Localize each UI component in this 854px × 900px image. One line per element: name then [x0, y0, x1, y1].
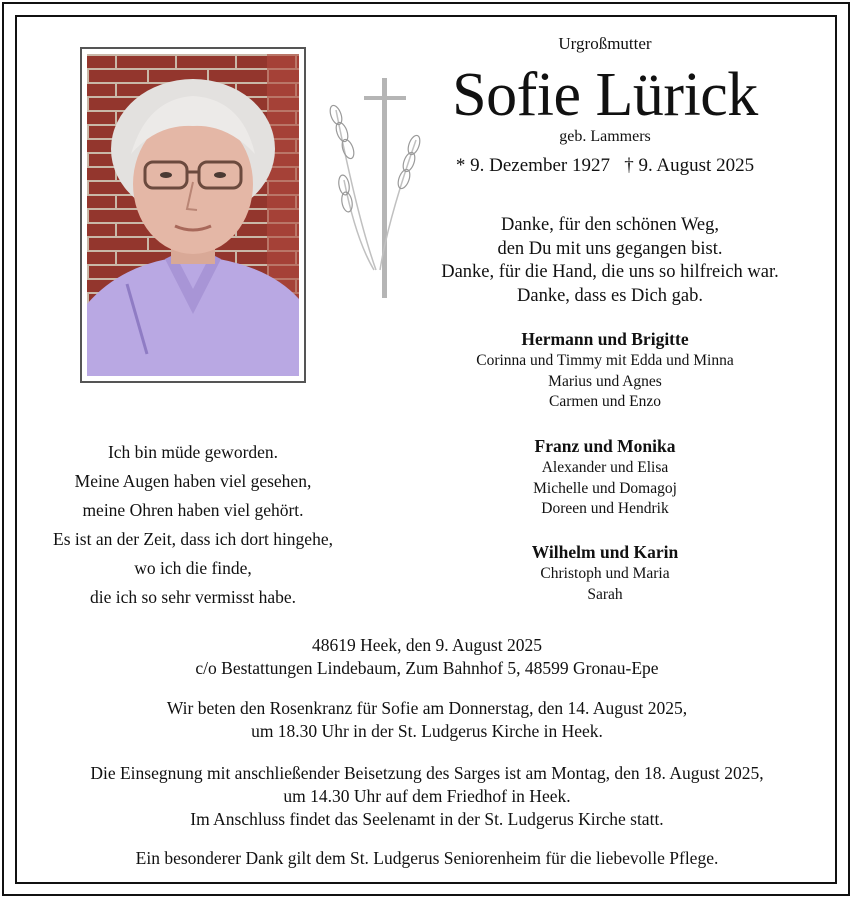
family-member: Christoph und Maria [540, 565, 670, 582]
poem-line: Es ist an der Zeit, dass ich dort hingehe, [53, 529, 333, 549]
burial-notice [20, 762, 834, 831]
deceased-name: Sofie Lürick [452, 61, 758, 129]
family-group-3 [430, 540, 780, 605]
family-head: Hermann und Brigitte [521, 329, 689, 349]
family-head: Wilhelm und Karin [531, 542, 679, 562]
portrait-illustration [87, 54, 299, 376]
portrait-photo [87, 54, 299, 376]
closing-thanks: Ein besonderer Dank gilt dem St. Ludgerus Seniorenheim für die liebevolle Pflege. [135, 848, 719, 868]
birth-name: geb. Lammers [559, 128, 651, 145]
family-member: Marius und Agnes [548, 372, 662, 390]
birth-date: * 9. Dezember 1927 [455, 155, 610, 176]
thanks-line: Danke, dass es Dich gab. [517, 285, 703, 306]
rosary-notice [20, 697, 834, 743]
thanks-line: Danke, für den schönen Weg, [500, 215, 720, 235]
family-head: Franz und Monika [534, 436, 676, 456]
rosary-line: Wir beten den Rosenkranz für Sofie am Donnerstag, den 14. August 2025, [166, 698, 688, 718]
family-member: Doreen und Hendrik [541, 500, 669, 517]
portrait-frame [80, 47, 306, 383]
family-member: Michelle und Domagoj [533, 479, 677, 497]
relation-label: Urgroßmutter [558, 34, 652, 53]
burial-line: Die Einsegnung mit anschließender Beisetzung des Sarges ist am Montag, den 18. August 2025, [90, 763, 764, 783]
burial-line: um 14.30 Uhr auf dem Friedhof in Heek. [283, 786, 571, 806]
address-line: 48619 Heek, den 9. August 2025 [312, 635, 542, 655]
family-group-1 [430, 327, 780, 413]
poem [18, 438, 368, 612]
thanks-line: Danke, für die Hand, die uns so hilfreich war. [441, 262, 779, 282]
family-member: Alexander und Elisa [541, 459, 669, 476]
family-member: Sarah [587, 585, 623, 603]
poem-line: Ich bin müde geworden. [107, 442, 279, 462]
poem-line: Meine Augen haben viel gesehen, [74, 471, 312, 491]
rosary-line: um 18.30 Uhr in der St. Ludgerus Kirche in Heek. [251, 721, 603, 741]
address-block [20, 634, 834, 680]
burial-line: Im Anschluss findet das Seelenamt in der St. Ludgerus Kirche statt. [190, 809, 664, 829]
family-member: Carmen und Enzo [549, 393, 661, 410]
death-date: † 9. August 2025 [624, 155, 755, 176]
life-dates [420, 155, 790, 177]
poem-line: meine Ohren haben viel gehört. [82, 500, 304, 520]
poem-line: die ich so sehr vermisst habe. [89, 587, 297, 607]
thanks-line: den Du mit uns gegangen bist. [497, 238, 723, 259]
address-line: c/o Bestattungen Lindebaum, Zum Bahnhof 5, 48599 Gronau-Epe [195, 658, 659, 678]
family-group-2 [430, 434, 780, 520]
poem-line: wo ich die finde, [134, 558, 252, 578]
thanks-verse [400, 214, 820, 308]
family-member: Corinna und Timmy mit Edda und Minna [476, 352, 734, 369]
